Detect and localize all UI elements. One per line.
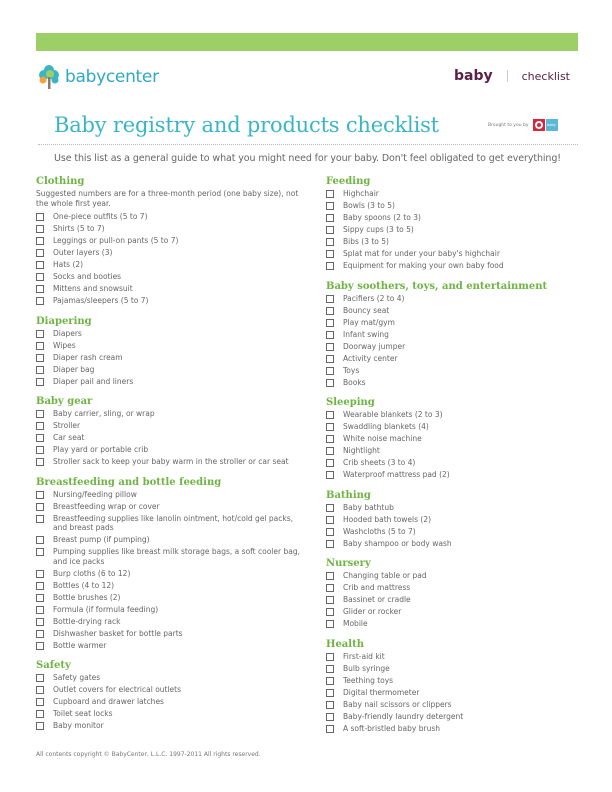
section-heading: Nursery <box>326 558 371 569</box>
checklist-item <box>326 619 596 629</box>
checkbox[interactable] <box>326 725 334 733</box>
checkbox[interactable] <box>326 307 334 315</box>
checkbox[interactable] <box>326 516 334 524</box>
section-note: Suggested numbers are for a three-month period (one baby size), not the whole first year. <box>36 189 299 208</box>
checklist-item-label: Socks and booties <box>53 272 122 281</box>
checklist-item-label: First-aid kit <box>343 651 385 661</box>
checklist-item <box>36 685 306 695</box>
checklist-item <box>326 330 596 340</box>
section-sleeping <box>326 396 596 480</box>
checklist-item-label: Baby monitor <box>53 721 104 730</box>
checklist-item <box>326 583 596 593</box>
checklist-item-label: Bowls (3 to 5) <box>343 201 395 210</box>
checklist-item-label: Doorway jumper <box>343 341 406 351</box>
checklist-item <box>326 378 596 388</box>
checklist-item-label: Wipes <box>53 340 76 350</box>
checklist-item <box>36 248 306 258</box>
intro-text: Use this list as a general guide to what you might need for your baby. Don't feel obligated to get everything! <box>54 153 561 164</box>
right-column <box>326 175 596 742</box>
target-logo-icon <box>533 119 545 131</box>
checkbox[interactable] <box>36 582 44 590</box>
checklist-item <box>326 515 596 525</box>
checkbox[interactable] <box>326 295 334 303</box>
checkbox[interactable] <box>36 606 44 614</box>
section-baby-gear <box>36 395 306 467</box>
section-heading: Safety <box>36 660 71 671</box>
checkbox[interactable] <box>36 249 44 257</box>
checkbox[interactable] <box>326 343 334 351</box>
section-heading: Baby gear <box>36 396 93 407</box>
checkbox[interactable] <box>326 471 334 479</box>
checkbox[interactable] <box>36 378 44 386</box>
checkbox[interactable] <box>326 411 334 419</box>
checkbox[interactable] <box>326 238 334 246</box>
checklist-item <box>36 377 306 387</box>
checklist-item <box>326 422 596 432</box>
checkbox[interactable] <box>36 330 44 338</box>
babycenter-logo <box>36 62 159 92</box>
checklist-item-label: Crib and mattress <box>343 583 411 592</box>
checklist-item <box>36 365 306 375</box>
checklist-item-label: Pacifiers (2 to 4) <box>343 293 405 303</box>
checkbox[interactable] <box>36 548 44 556</box>
checklist-item <box>36 260 306 270</box>
checklist-item-label: Baby bathtub <box>343 502 394 512</box>
checklist-item <box>36 353 306 363</box>
checklist-item <box>36 629 306 639</box>
checklist-item <box>326 527 596 537</box>
header-checklist-label: checklist <box>521 69 570 83</box>
checklist-item-label: Highchair <box>343 189 379 198</box>
checklist-item-label: Hooded bath towels (2) <box>343 514 432 524</box>
checklist-item-label: Shirts (5 to 7) <box>53 224 105 233</box>
checklist-item-label: Cupboard and drawer latches <box>53 697 164 706</box>
checklist-item <box>326 249 596 259</box>
checklist-item <box>326 225 596 235</box>
checklist-item <box>326 306 596 316</box>
checklist-item <box>326 410 596 420</box>
checklist-item-label: Toilet seat locks <box>53 709 113 718</box>
checklist-item <box>326 294 596 304</box>
checklist-item-label: Equipment for making your own baby food <box>343 261 504 270</box>
checkbox[interactable] <box>36 434 44 442</box>
checkbox[interactable] <box>326 689 334 697</box>
checkbox[interactable] <box>326 435 334 443</box>
checklist-item-label: Activity center <box>343 353 398 363</box>
checkbox[interactable] <box>36 686 44 694</box>
checklist-item-label: Leggings or pull-on pants (5 to 7) <box>53 236 179 245</box>
checklist-item <box>36 593 306 603</box>
checklist-item-label: Washcloths (5 to 7) <box>343 526 416 536</box>
checkbox[interactable] <box>36 446 44 454</box>
checklist-item-label: Digital thermometer <box>343 687 420 697</box>
checklist-item <box>326 446 596 456</box>
section-health <box>326 638 596 734</box>
title-divider <box>38 144 578 145</box>
checklist-item <box>326 189 596 199</box>
checkbox[interactable] <box>326 596 334 604</box>
logo-wordmark: babycenter <box>65 67 159 87</box>
checklist-item-label: Stroller sack to keep your baby warm in the stroller or car seat <box>53 457 289 466</box>
section-breastfeeding-and-bottle-feeding <box>36 476 306 651</box>
checklist-item <box>326 366 596 376</box>
checklist-item <box>36 433 306 443</box>
checklist-item <box>36 272 306 282</box>
checklist-item-label: Diaper bag <box>53 364 95 374</box>
checklist-item <box>326 712 596 722</box>
checklist-item-label: Pajamas/sleepers (5 to 7) <box>53 296 149 305</box>
checkbox[interactable] <box>36 273 44 281</box>
checklist-item <box>326 318 596 328</box>
checklist-item <box>36 641 306 651</box>
checkbox[interactable] <box>326 713 334 721</box>
checkbox[interactable] <box>36 630 44 638</box>
checklist-item <box>36 709 306 719</box>
checklist-item-label: Crib sheets (3 to 4) <box>343 458 416 467</box>
checkbox[interactable] <box>36 213 44 221</box>
checkbox[interactable] <box>36 722 44 730</box>
checklist-item <box>36 421 306 431</box>
sponsor-label: Brought to you by <box>488 122 529 128</box>
checklist-item <box>326 652 596 662</box>
section-nursery <box>326 557 596 629</box>
checklist-item-label: Bulb syringe <box>343 663 390 673</box>
checkbox[interactable] <box>326 355 334 363</box>
checkbox[interactable] <box>36 515 44 523</box>
checklist-item-label: Safety gates <box>53 673 101 682</box>
checklist-item-label: Splat mat for under your baby's highchair <box>343 249 500 258</box>
checklist-item <box>36 673 306 683</box>
checklist-item-label: Dishwasher basket for bottle parts <box>53 628 183 638</box>
checklist-item-label: Teething toys <box>343 675 394 685</box>
checklist-item-label: Diaper rash cream <box>53 352 123 362</box>
checkbox[interactable] <box>36 710 44 718</box>
page-title: Baby registry and products checklist <box>54 113 439 137</box>
checklist-item <box>326 201 596 211</box>
checkbox[interactable] <box>326 701 334 709</box>
checklist-item-label: Mittens and snowsuit <box>53 284 133 293</box>
checklist-item-label: Books <box>343 377 366 387</box>
checkbox[interactable] <box>36 536 44 544</box>
checklist-item-label: Outer layers (3) <box>53 248 113 257</box>
tree-logo-icon <box>36 63 62 91</box>
checklist-item <box>36 721 306 731</box>
checkbox[interactable] <box>326 190 334 198</box>
checklist-item-label: Baby carrier, sling, or wrap <box>53 409 155 418</box>
checklist-item <box>36 502 306 512</box>
checklist-item <box>36 581 306 591</box>
checkbox[interactable] <box>326 367 334 375</box>
checkbox[interactable] <box>36 342 44 350</box>
checkbox[interactable] <box>36 225 44 233</box>
checkbox[interactable] <box>326 677 334 685</box>
checkbox[interactable] <box>326 250 334 258</box>
checklist-item <box>36 284 306 294</box>
checklist-item-label: Car seat <box>53 433 85 442</box>
checklist-item-label: Baby-friendly laundry detergent <box>343 711 464 721</box>
checklist-item-label: Sippy cups (3 to 5) <box>343 225 414 234</box>
checklist-item-label: White noise machine <box>343 434 422 443</box>
section-baby-soothers-toys-and-entertainment <box>326 280 596 388</box>
checklist-item-label: Baby shampoo or body wash <box>343 538 452 548</box>
section-feeding <box>326 175 596 271</box>
checkbox[interactable] <box>326 226 334 234</box>
checkbox[interactable] <box>326 379 334 387</box>
checkbox[interactable] <box>326 665 334 673</box>
checkbox[interactable] <box>36 642 44 650</box>
checklist-item <box>36 605 306 615</box>
checklist-item <box>36 212 306 222</box>
checklist-item-label: Diapers <box>53 328 82 338</box>
checklist-item <box>36 457 306 467</box>
checklist-item <box>326 724 596 734</box>
checkbox[interactable] <box>36 410 44 418</box>
checkbox[interactable] <box>36 594 44 602</box>
checklist-item-label: Nursing/feeding pillow <box>53 489 137 499</box>
section-heading: Baby soothers, toys, and entertainment <box>326 280 548 292</box>
checklist-item <box>36 329 306 339</box>
checklist-item <box>36 490 306 500</box>
checklist-item <box>326 213 596 223</box>
section-bathing <box>326 489 596 549</box>
checkbox[interactable] <box>326 423 334 431</box>
section-heading: Clothing <box>36 176 85 187</box>
checklist-item <box>36 547 306 566</box>
checkbox[interactable] <box>326 504 334 512</box>
checkbox[interactable] <box>36 422 44 430</box>
checklist-item <box>326 342 596 352</box>
header-separator <box>507 70 508 82</box>
checkbox[interactable] <box>326 459 334 467</box>
checklist-item-label: Nightlight <box>343 446 380 455</box>
section-heading: Diapering <box>36 315 92 327</box>
checklist-item-label: Baby spoons (2 to 3) <box>343 213 421 222</box>
checkbox[interactable] <box>36 698 44 706</box>
checklist-item-label: Breast pump (if pumping) <box>53 535 150 544</box>
checklist-item-label: Baby nail scissors or clippers <box>343 699 452 709</box>
checklist-item-label: Pumping supplies like breast milk storage bags, a soft cooler bag, and ice packs <box>53 547 300 566</box>
checklist-item <box>326 676 596 686</box>
checklist-item <box>36 341 306 351</box>
checklist-item-label: Breastfeeding wrap or cover <box>53 501 160 511</box>
checklist-item-label: Swaddling blankets (4) <box>343 422 429 431</box>
checklist-item <box>36 569 306 579</box>
checklist-item <box>326 571 596 581</box>
section-heading: Sleeping <box>326 397 375 408</box>
header-right <box>454 68 570 84</box>
section-safety <box>36 659 306 731</box>
checklist-item-label: One-piece outfits (5 to 7) <box>53 212 148 221</box>
checklist-item <box>36 296 306 306</box>
checklist-item <box>36 445 306 455</box>
checklist-item-label: Mobile <box>343 619 368 628</box>
checklist-item <box>36 697 306 707</box>
checklist-item <box>326 595 596 605</box>
checkbox[interactable] <box>326 620 334 628</box>
copyright-footer: All contents copyright © BabyCenter, L.L.C. 1997-2011 All rights reserved. <box>36 751 261 758</box>
checkbox[interactable] <box>326 214 334 222</box>
checklist-item-label: Stroller <box>53 421 81 430</box>
checklist-item <box>326 458 596 468</box>
checklist-item <box>326 688 596 698</box>
checkbox[interactable] <box>36 503 44 511</box>
checklist-item-label: Waterproof mattress pad (2) <box>343 470 450 479</box>
checklist-item-label: Diaper pail and liners <box>53 376 134 386</box>
checklist-item-label: Bottle-drying rack <box>53 616 121 626</box>
checkbox[interactable] <box>326 584 334 592</box>
checkbox[interactable] <box>36 491 44 499</box>
checkbox[interactable] <box>326 331 334 339</box>
checklist-item-label: Burp cloths (6 to 12) <box>53 568 131 578</box>
checklist-item-label: Wearable blankets (2 to 3) <box>343 410 443 419</box>
checklist-item <box>326 354 596 364</box>
checklist-item <box>326 434 596 444</box>
checklist-item-label: Hats (2) <box>53 260 84 269</box>
checklist-item <box>36 535 306 545</box>
checklist-item <box>326 261 596 271</box>
section-heading: Health <box>326 638 364 650</box>
checkbox[interactable] <box>326 653 334 661</box>
checklist-item <box>36 224 306 234</box>
checklist-item <box>326 664 596 674</box>
checklist-item-label: Toys <box>343 365 360 375</box>
checklist-item-label: Bottles (4 to 12) <box>53 580 115 590</box>
section-heading: Breastfeeding and bottle feeding <box>36 476 222 488</box>
checklist-item <box>326 237 596 247</box>
checklist-item <box>326 503 596 513</box>
checkbox[interactable] <box>326 572 334 580</box>
checklist-item <box>36 617 306 627</box>
section-diapering <box>36 315 306 387</box>
checklist-item <box>326 539 596 549</box>
sponsor-block <box>488 119 558 131</box>
checkbox[interactable] <box>36 366 44 374</box>
checklist-item-label: Formula (if formula feeding) <box>53 604 159 614</box>
checklist-item-label: Changing table or pad <box>343 571 427 580</box>
checklist-item-label: Outlet covers for electrical outlets <box>53 685 182 694</box>
checkbox[interactable] <box>36 570 44 578</box>
checkbox[interactable] <box>36 674 44 682</box>
checklist-item-label: Bottle warmer <box>53 640 107 650</box>
checkbox[interactable] <box>36 237 44 245</box>
checklist-item-label: Play yard or portable crib <box>53 445 149 454</box>
checkbox[interactable] <box>36 297 44 305</box>
checklist-item-label: Bouncy seat <box>343 305 390 315</box>
checklist-item-label: Bassinet or cradle <box>343 595 411 604</box>
checkbox[interactable] <box>36 285 44 293</box>
checklist-item-label: Bibs (3 to 5) <box>343 237 389 246</box>
checkbox[interactable] <box>36 261 44 269</box>
checklist-item-label: A soft-bristled baby brush <box>343 723 440 733</box>
checkbox[interactable] <box>326 528 334 536</box>
checklist-item-label: Bottle brushes (2) <box>53 592 121 602</box>
section-clothing <box>36 175 306 306</box>
left-column <box>36 175 306 740</box>
checkbox[interactable] <box>326 540 334 548</box>
baby-badge-icon: baby <box>546 119 558 131</box>
checklist-item <box>36 409 306 419</box>
checklist-item-label: Glider or rocker <box>343 607 402 616</box>
section-heading: Bathing <box>326 489 371 501</box>
section-heading: Feeding <box>326 176 371 187</box>
checklist-item <box>326 470 596 480</box>
checkbox[interactable] <box>326 447 334 455</box>
checkbox[interactable] <box>326 202 334 210</box>
header-green-bar <box>36 33 578 51</box>
checklist-item <box>36 514 306 533</box>
checkbox[interactable] <box>36 354 44 362</box>
checkbox[interactable] <box>36 618 44 626</box>
header-baby-brand: baby <box>454 68 493 84</box>
checklist-item-label: Infant swing <box>343 329 389 339</box>
checkbox[interactable] <box>326 262 334 270</box>
checklist-item <box>36 236 306 246</box>
checklist-item <box>326 700 596 710</box>
checkbox[interactable] <box>326 319 334 327</box>
checkbox[interactable] <box>326 608 334 616</box>
checklist-item-label: Breastfeeding supplies like lanolin ointment, hot/cold gel packs, and breast pads <box>53 513 294 532</box>
checkbox[interactable] <box>36 458 44 466</box>
checklist-item <box>326 607 596 617</box>
checklist-item-label: Play mat/gym <box>343 317 395 327</box>
